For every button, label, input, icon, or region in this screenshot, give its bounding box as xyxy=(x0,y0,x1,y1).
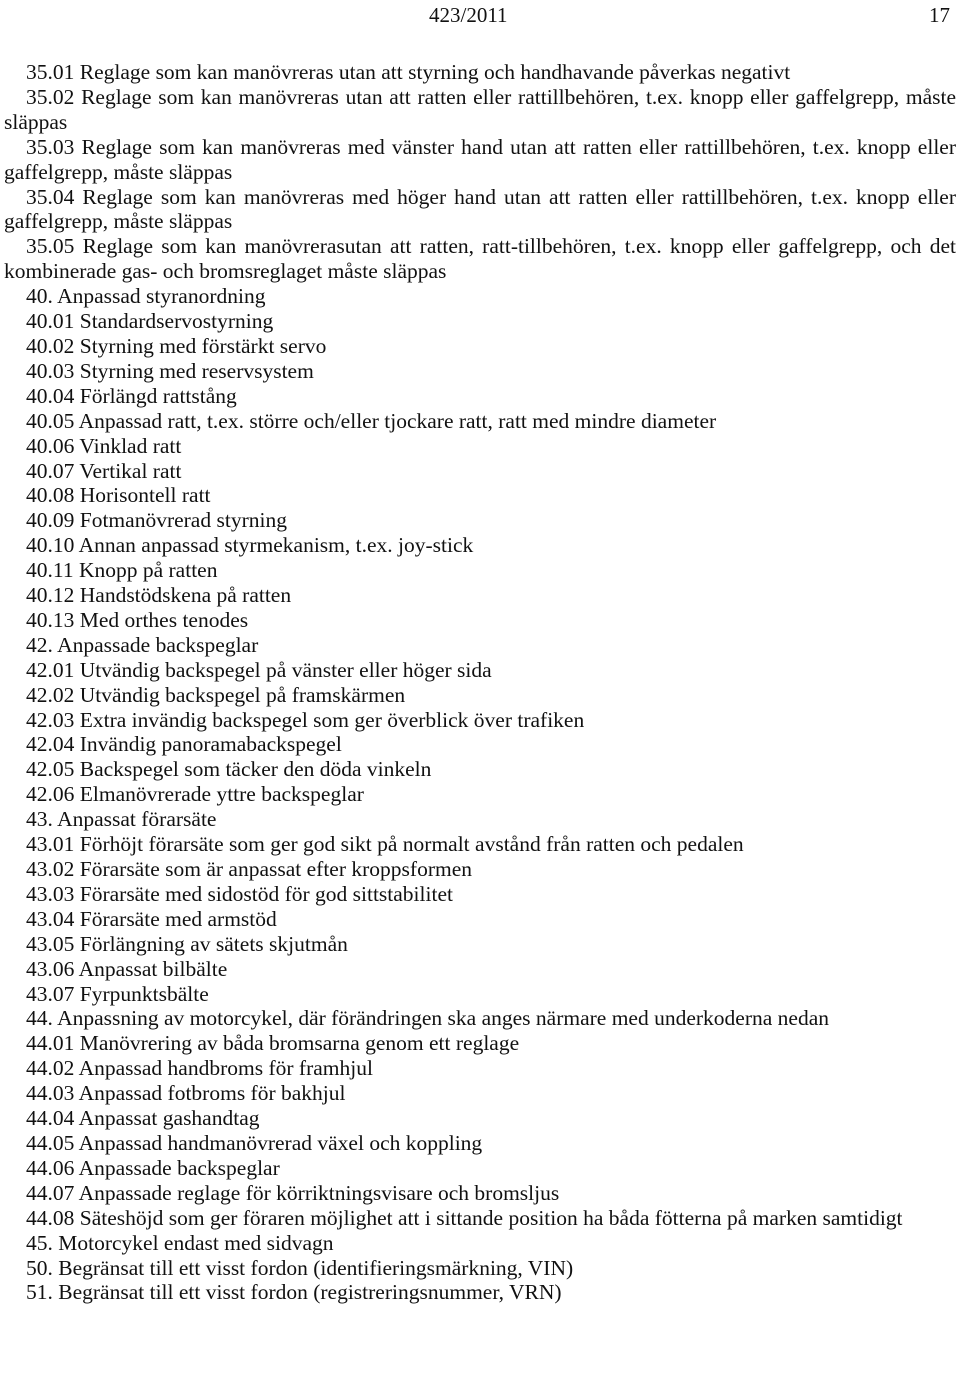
entry-code: 43.02 xyxy=(26,857,75,881)
list-entry xyxy=(4,309,956,334)
entry-code: 43.03 xyxy=(26,881,75,906)
entry-code: 44.04 xyxy=(26,1106,75,1131)
entry-text: Reglage som kan manövreras utan att styrning och handhavande påverkas negativt xyxy=(79,60,791,84)
entry-code: 44.01 xyxy=(26,1031,75,1056)
entry-code: 40.05 xyxy=(26,408,75,433)
page-number: 17 xyxy=(929,3,950,27)
list-entry xyxy=(4,284,956,309)
list-entry xyxy=(4,732,956,757)
entry-text: Förarsäte som är anpassat efter kroppsformen xyxy=(79,857,472,881)
list-entry xyxy=(4,1131,956,1156)
entry-text: Anpassade backspeglar xyxy=(78,1155,280,1180)
entry-text: Säteshöjd som ger föraren möjlighet att i sittande position ha båda fötterna på marken samtidigt xyxy=(79,1205,903,1230)
entry-text: Anpassade reglage för körriktningsvisare och bromsljus xyxy=(78,1180,560,1205)
entry-code: 40.13 xyxy=(26,607,75,632)
entry-text: Handstödskena på ratten xyxy=(79,583,292,608)
list-entry xyxy=(4,1106,956,1131)
entry-code: 43.05 xyxy=(26,931,75,956)
list-entry xyxy=(4,857,956,882)
list-entry xyxy=(4,757,956,782)
list-entry xyxy=(4,782,956,807)
list-entry xyxy=(4,982,956,1007)
entry-code: 35.04 xyxy=(26,184,75,209)
entry-text: Standardservostyrning xyxy=(79,309,274,334)
entry-text: Förarsäte med armstöd xyxy=(79,906,277,931)
entry-text: Begränsat till ett visst fordon (registreringsnummer, VRN) xyxy=(58,1280,562,1305)
list-entry xyxy=(4,1231,956,1256)
list-entry xyxy=(4,60,956,85)
entry-code: 44.05 xyxy=(26,1130,75,1155)
list-entry xyxy=(4,1156,956,1181)
document-number: 423/2011 xyxy=(429,3,508,27)
list-entry xyxy=(4,334,956,359)
entry-text: Utvändig backspegel på vänster eller höger sida xyxy=(79,657,492,682)
list-entry xyxy=(4,1031,956,1056)
list-entry xyxy=(4,135,956,185)
list-entry xyxy=(4,583,956,608)
entry-code: 43.06 xyxy=(26,956,75,981)
entry-text: Förlängning av sätets skjutmån xyxy=(79,931,348,956)
entry-code: 42.01 xyxy=(26,657,75,682)
entry-code: 40.04 xyxy=(26,383,75,408)
entry-text: Elmanövrerade yttre backspeglar xyxy=(79,782,364,807)
entry-text: Förhöjt förarsäte som ger god sikt på normalt avstånd från ratten och pedalen xyxy=(79,832,744,857)
list-entry xyxy=(4,807,956,832)
entry-code: 44.03 xyxy=(26,1081,75,1106)
entry-text: Anpassad handmanövrerad växel och koppling xyxy=(78,1130,483,1155)
entry-text: Motorcykel endast med sidvagn xyxy=(58,1230,334,1255)
list-entry xyxy=(4,384,956,409)
entry-code: 40.07 xyxy=(26,458,75,483)
entry-code: 40.09 xyxy=(26,508,75,533)
entry-code: 40. xyxy=(26,284,53,309)
list-entry xyxy=(4,459,956,484)
list-entry xyxy=(4,658,956,683)
list-entry xyxy=(4,1056,956,1081)
entry-code: 43.01 xyxy=(26,832,75,857)
list-entry xyxy=(4,1206,956,1231)
entry-code: 44.07 xyxy=(26,1180,75,1205)
entry-text: Vertikal ratt xyxy=(79,458,182,483)
entry-code: 35.01 xyxy=(26,60,75,84)
list-entry xyxy=(4,1081,956,1106)
entry-code: 40.06 xyxy=(26,433,75,458)
entry-code: 35.03 xyxy=(26,134,75,159)
list-entry xyxy=(4,483,956,508)
entry-text: Invändig panoramabackspegel xyxy=(79,732,342,757)
entry-code: 42.04 xyxy=(26,732,75,757)
entry-text: Annan anpassad styrmekanism, t.ex. joy-stick xyxy=(78,533,474,558)
entry-code: 44.02 xyxy=(26,1056,75,1081)
list-entry xyxy=(4,1006,956,1031)
list-entry xyxy=(4,434,956,459)
list-entry xyxy=(4,832,956,857)
entry-code: 40.08 xyxy=(26,483,75,508)
entry-code: 44.08 xyxy=(26,1205,75,1230)
list-entry xyxy=(4,683,956,708)
list-entry xyxy=(4,633,956,658)
page-header xyxy=(0,0,960,30)
list-entry xyxy=(4,533,956,558)
entry-text: Reglage som kan manövreras med vänster hand utan att ratten eller rattillbehören, t.ex. knopp eller gaffelgrepp, måste släppas xyxy=(4,134,956,184)
code-list xyxy=(4,60,956,1305)
list-entry xyxy=(4,185,956,235)
entry-text: Fotmanövrerad styrning xyxy=(79,508,287,533)
entry-text: Horisontell ratt xyxy=(79,483,211,508)
entry-code: 43.07 xyxy=(26,981,75,1006)
list-entry xyxy=(4,708,956,733)
entry-code: 40.01 xyxy=(26,309,75,334)
entry-text: Anpassad handbroms för framhjul xyxy=(78,1056,373,1081)
list-entry xyxy=(4,558,956,583)
entry-text: Extra invändig backspegel som ger överblick över trafiken xyxy=(79,707,585,732)
list-entry xyxy=(4,957,956,982)
entry-code: 44. xyxy=(26,1006,53,1031)
entry-code: 40.11 xyxy=(26,558,74,583)
entry-code: 51. xyxy=(26,1280,53,1305)
entry-text: Anpassade backspeglar xyxy=(57,632,259,657)
entry-text: Styrning med förstärkt servo xyxy=(79,333,327,358)
list-entry xyxy=(4,234,956,284)
entry-text: Styrning med reservsystem xyxy=(79,358,314,383)
entry-text: Anpassad styranordning xyxy=(57,284,266,309)
entry-text: Anpassat förarsäte xyxy=(57,807,217,832)
entry-code: 50. xyxy=(26,1255,53,1280)
list-entry xyxy=(4,882,956,907)
entry-text: Utvändig backspegel på framskärmen xyxy=(79,682,406,707)
entry-code: 42. xyxy=(26,632,53,657)
entry-text: Begränsat till ett visst fordon (identifieringsmärkning, VIN) xyxy=(58,1255,574,1280)
list-entry xyxy=(4,85,956,135)
entry-text: Anpassad fotbroms för bakhjul xyxy=(78,1081,346,1106)
entry-code: 40.02 xyxy=(26,333,75,358)
entry-code: 43. xyxy=(26,807,53,832)
list-entry xyxy=(4,508,956,533)
entry-text: Knopp på ratten xyxy=(78,558,218,583)
entry-code: 42.06 xyxy=(26,782,75,807)
entry-text: Anpassad ratt, t.ex. större och/eller tjockare ratt, ratt med mindre diameter xyxy=(78,408,717,433)
list-entry xyxy=(4,409,956,434)
entry-code: 44.06 xyxy=(26,1155,75,1180)
entry-code: 40.10 xyxy=(26,533,75,558)
list-entry xyxy=(4,1256,956,1281)
entry-text: Förlängd rattstång xyxy=(79,383,237,408)
entry-code: 40.12 xyxy=(26,583,75,608)
entry-code: 42.02 xyxy=(26,682,75,707)
entry-text: Anpassat gashandtag xyxy=(78,1106,260,1131)
entry-text: Fyrpunktsbälte xyxy=(79,981,209,1006)
entry-text: Manövrering av båda bromsarna genom ett reglage xyxy=(79,1031,520,1056)
entry-code: 42.03 xyxy=(26,707,75,732)
list-entry xyxy=(4,932,956,957)
entry-text: Anpassat bilbälte xyxy=(78,956,228,981)
entry-text: Backspegel som täcker den döda vinkeln xyxy=(79,757,432,782)
list-entry xyxy=(4,359,956,384)
list-entry xyxy=(4,1181,956,1206)
entry-code: 42.05 xyxy=(26,757,75,782)
entry-code: 43.04 xyxy=(26,906,75,931)
list-entry xyxy=(4,1280,956,1305)
list-entry xyxy=(4,608,956,633)
entry-text: Reglage som kan manövreras med höger hand utan att ratten eller rattillbehören, t.ex. knopp eller gaffelgrepp, måste släppas xyxy=(4,184,956,234)
list-entry xyxy=(4,907,956,932)
entry-text: Vinklad ratt xyxy=(79,433,182,458)
entry-text: Reglage som kan manövreras utan att ratten eller rattillbehören, t.ex. knopp eller gaffelgrepp, måste släppas xyxy=(4,84,956,134)
entry-text: Anpassning av motorcykel, där förändringen ska anges närmare med underkoderna nedan xyxy=(57,1006,830,1031)
entry-code: 45. xyxy=(26,1230,53,1255)
entry-code: 35.02 xyxy=(26,84,75,109)
entry-text: Med orthes tenodes xyxy=(79,607,249,632)
entry-text: Reglage som kan manövrerasutan att ratten, ratt-tillbehören, t.ex. knopp eller gaffelgrepp, och det kombinerade gas- och bromsreglaget måste släppas xyxy=(4,234,957,284)
entry-text: Förarsäte med sidostöd för god sittstabilitet xyxy=(79,881,453,906)
entry-code: 40.03 xyxy=(26,358,75,383)
entry-code: 35.05 xyxy=(26,234,75,259)
